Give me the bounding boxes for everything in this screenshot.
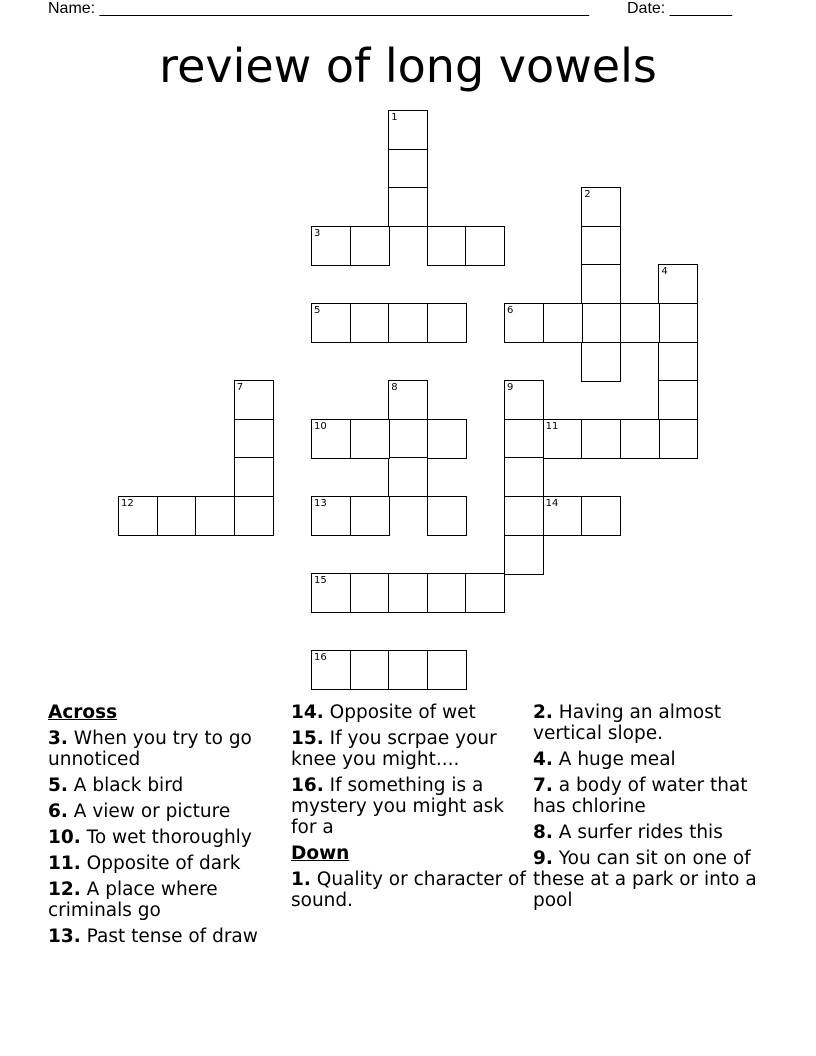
grid-cell[interactable] [581, 303, 621, 343]
clue-number: 8. [533, 822, 553, 843]
grid-cell[interactable] [658, 303, 698, 343]
clue-number-label: 1 [391, 112, 398, 123]
clue-across-16 [291, 775, 526, 838]
grid-cell[interactable] [581, 264, 621, 304]
clue-number: 15. [291, 728, 324, 749]
clue-number: 4. [533, 749, 553, 770]
grid-cell[interactable] [234, 380, 274, 420]
grid-cell[interactable] [581, 187, 621, 227]
clue-across-14 [291, 702, 526, 723]
grid-cell[interactable] [195, 496, 235, 536]
clue-number-label: 3 [314, 227, 321, 239]
grid-cell[interactable] [581, 342, 621, 382]
grid-cell[interactable] [388, 419, 428, 459]
grid-cell[interactable] [543, 303, 583, 343]
clue-text: A black bird [73, 775, 184, 796]
clue-number: 16. [291, 775, 324, 796]
clue-text: a body of water that has chlorine [533, 775, 748, 817]
clue-number: 3. [48, 728, 68, 749]
clue-text: If you scrpae your knee you might.... [291, 728, 497, 770]
clue-number: 11. [48, 853, 81, 874]
grid-cell[interactable] [157, 496, 197, 536]
clue-across-10 [48, 827, 283, 848]
grid-cell[interactable] [465, 226, 505, 266]
grid-cell[interactable] [427, 496, 467, 536]
clue-number: 10. [48, 827, 81, 848]
clue-text: You can sit on one of these at a park or into a pool [533, 848, 757, 911]
clues-column-1 [48, 702, 283, 952]
grid-cell[interactable] [427, 226, 467, 266]
clue-text: Past tense of draw [86, 926, 258, 947]
grid-cell[interactable] [311, 419, 351, 459]
clue-number-label: 9 [507, 382, 514, 394]
clue-number-label: 11 [545, 420, 559, 432]
grid-cell[interactable] [311, 650, 351, 690]
grid-cell[interactable] [388, 110, 428, 150]
clue-down-8 [533, 822, 773, 843]
grid-cell[interactable] [581, 496, 621, 536]
grid-cell[interactable] [388, 650, 428, 690]
clues-column-2 [291, 702, 526, 916]
grid-cell[interactable] [620, 419, 660, 459]
clues-column-3 [533, 702, 773, 916]
clue-number: 7. [533, 775, 553, 796]
clue-across-6 [48, 801, 283, 822]
grid-cell[interactable] [388, 187, 428, 227]
clue-text: Quality or character of sound. [291, 869, 526, 911]
clue-number: 5. [48, 775, 68, 796]
grid-cell[interactable] [388, 303, 428, 343]
grid-cell[interactable] [581, 419, 621, 459]
grid-cell[interactable] [388, 457, 428, 497]
clue-text: Opposite of wet [329, 702, 476, 723]
grid-cell[interactable] [504, 419, 544, 459]
clue-text: A surfer rides this [558, 822, 723, 843]
clue-text: Having an almost vertical slope. [533, 702, 722, 744]
clue-text: A huge meal [558, 749, 676, 770]
clue-down-4 [533, 749, 773, 770]
clue-down-2 [533, 702, 773, 744]
clue-number: 12. [48, 879, 81, 900]
date-line: Date: _______ [627, 0, 732, 17]
clue-number: 1. [291, 869, 311, 890]
grid-cell[interactable] [350, 303, 390, 343]
grid-cell[interactable] [504, 303, 544, 343]
grid-cell[interactable] [504, 380, 544, 420]
grid-cell[interactable] [350, 226, 390, 266]
grid-cell[interactable] [311, 496, 351, 536]
clue-text: Opposite of dark [86, 853, 241, 874]
clue-across-13 [48, 926, 283, 947]
clue-text: A place where criminals go [48, 879, 218, 921]
grid-cell[interactable] [311, 573, 351, 613]
clue-text: A view or picture [73, 801, 231, 822]
grid-cell[interactable] [504, 457, 544, 497]
grid-cell[interactable] [581, 226, 621, 266]
clue-across-12 [48, 879, 283, 921]
down-heading: Down [291, 843, 350, 864]
grid-cell[interactable] [234, 419, 274, 459]
clue-across-11 [48, 853, 283, 874]
grid-cell[interactable] [388, 380, 428, 420]
grid-cell[interactable] [543, 496, 583, 536]
clue-number: 9. [533, 848, 553, 869]
grid-cell[interactable] [311, 303, 351, 343]
grid-cell[interactable] [658, 419, 698, 459]
clue-number-label: 10 [314, 420, 327, 432]
grid-cell[interactable] [311, 226, 351, 266]
clue-number-label: 16 [314, 652, 327, 664]
grid-cell[interactable] [620, 303, 660, 343]
clue-number-label: 12 [121, 498, 134, 509]
clue-number-label: 14 [545, 498, 559, 509]
grid-cell[interactable] [427, 303, 467, 343]
clue-text: To wet thoroughly [86, 827, 252, 848]
clue-text: When you try to go unnoticed [48, 728, 252, 770]
grid-cell[interactable] [234, 457, 274, 497]
clue-number: 6. [48, 801, 68, 822]
grid-cell[interactable] [350, 650, 390, 690]
grid-cell[interactable] [350, 419, 390, 459]
clue-number-label: 15 [314, 575, 327, 587]
clue-across-15 [291, 728, 526, 770]
grid-cell[interactable] [658, 342, 698, 382]
page-title: review of long vowels [159, 39, 657, 93]
clue-text: If something is a mystery you might ask for a [291, 775, 505, 838]
grid-cell[interactable] [234, 496, 274, 536]
grid-cell[interactable] [504, 496, 544, 536]
grid-cell[interactable] [118, 496, 158, 536]
grid-cell[interactable] [350, 496, 390, 536]
clue-number-label: 5 [314, 305, 321, 316]
clue-number-label: 8 [391, 382, 398, 394]
name-line: Name: _______________________________________________________ [48, 0, 589, 17]
clue-down-9 [533, 848, 773, 911]
grid-cell[interactable] [504, 535, 544, 575]
clue-number: 14. [291, 702, 324, 723]
grid-cell[interactable] [658, 380, 698, 420]
grid-cell[interactable] [427, 573, 467, 613]
across-heading: Across [48, 702, 118, 723]
clue-down-1 [291, 869, 526, 911]
grid-cell[interactable] [465, 573, 505, 613]
clue-across-5 [48, 775, 283, 796]
clue-number: 13. [48, 926, 81, 947]
grid-cell[interactable] [427, 419, 467, 459]
grid-cell[interactable] [658, 264, 698, 304]
grid-cell[interactable] [350, 573, 390, 613]
clue-across-3 [48, 728, 283, 770]
clue-number-label: 4 [661, 266, 668, 278]
grid-cell[interactable] [388, 149, 428, 189]
grid-cell[interactable] [543, 419, 583, 459]
clue-number: 2. [533, 702, 553, 723]
grid-cell[interactable] [388, 573, 428, 613]
clue-number-label: 7 [236, 382, 244, 394]
clue-number-label: 2 [584, 189, 591, 201]
clue-down-7 [533, 775, 773, 817]
clue-number-label: 6 [507, 305, 514, 316]
clue-number-label: 13 [314, 498, 327, 509]
grid-cell[interactable] [427, 650, 467, 690]
